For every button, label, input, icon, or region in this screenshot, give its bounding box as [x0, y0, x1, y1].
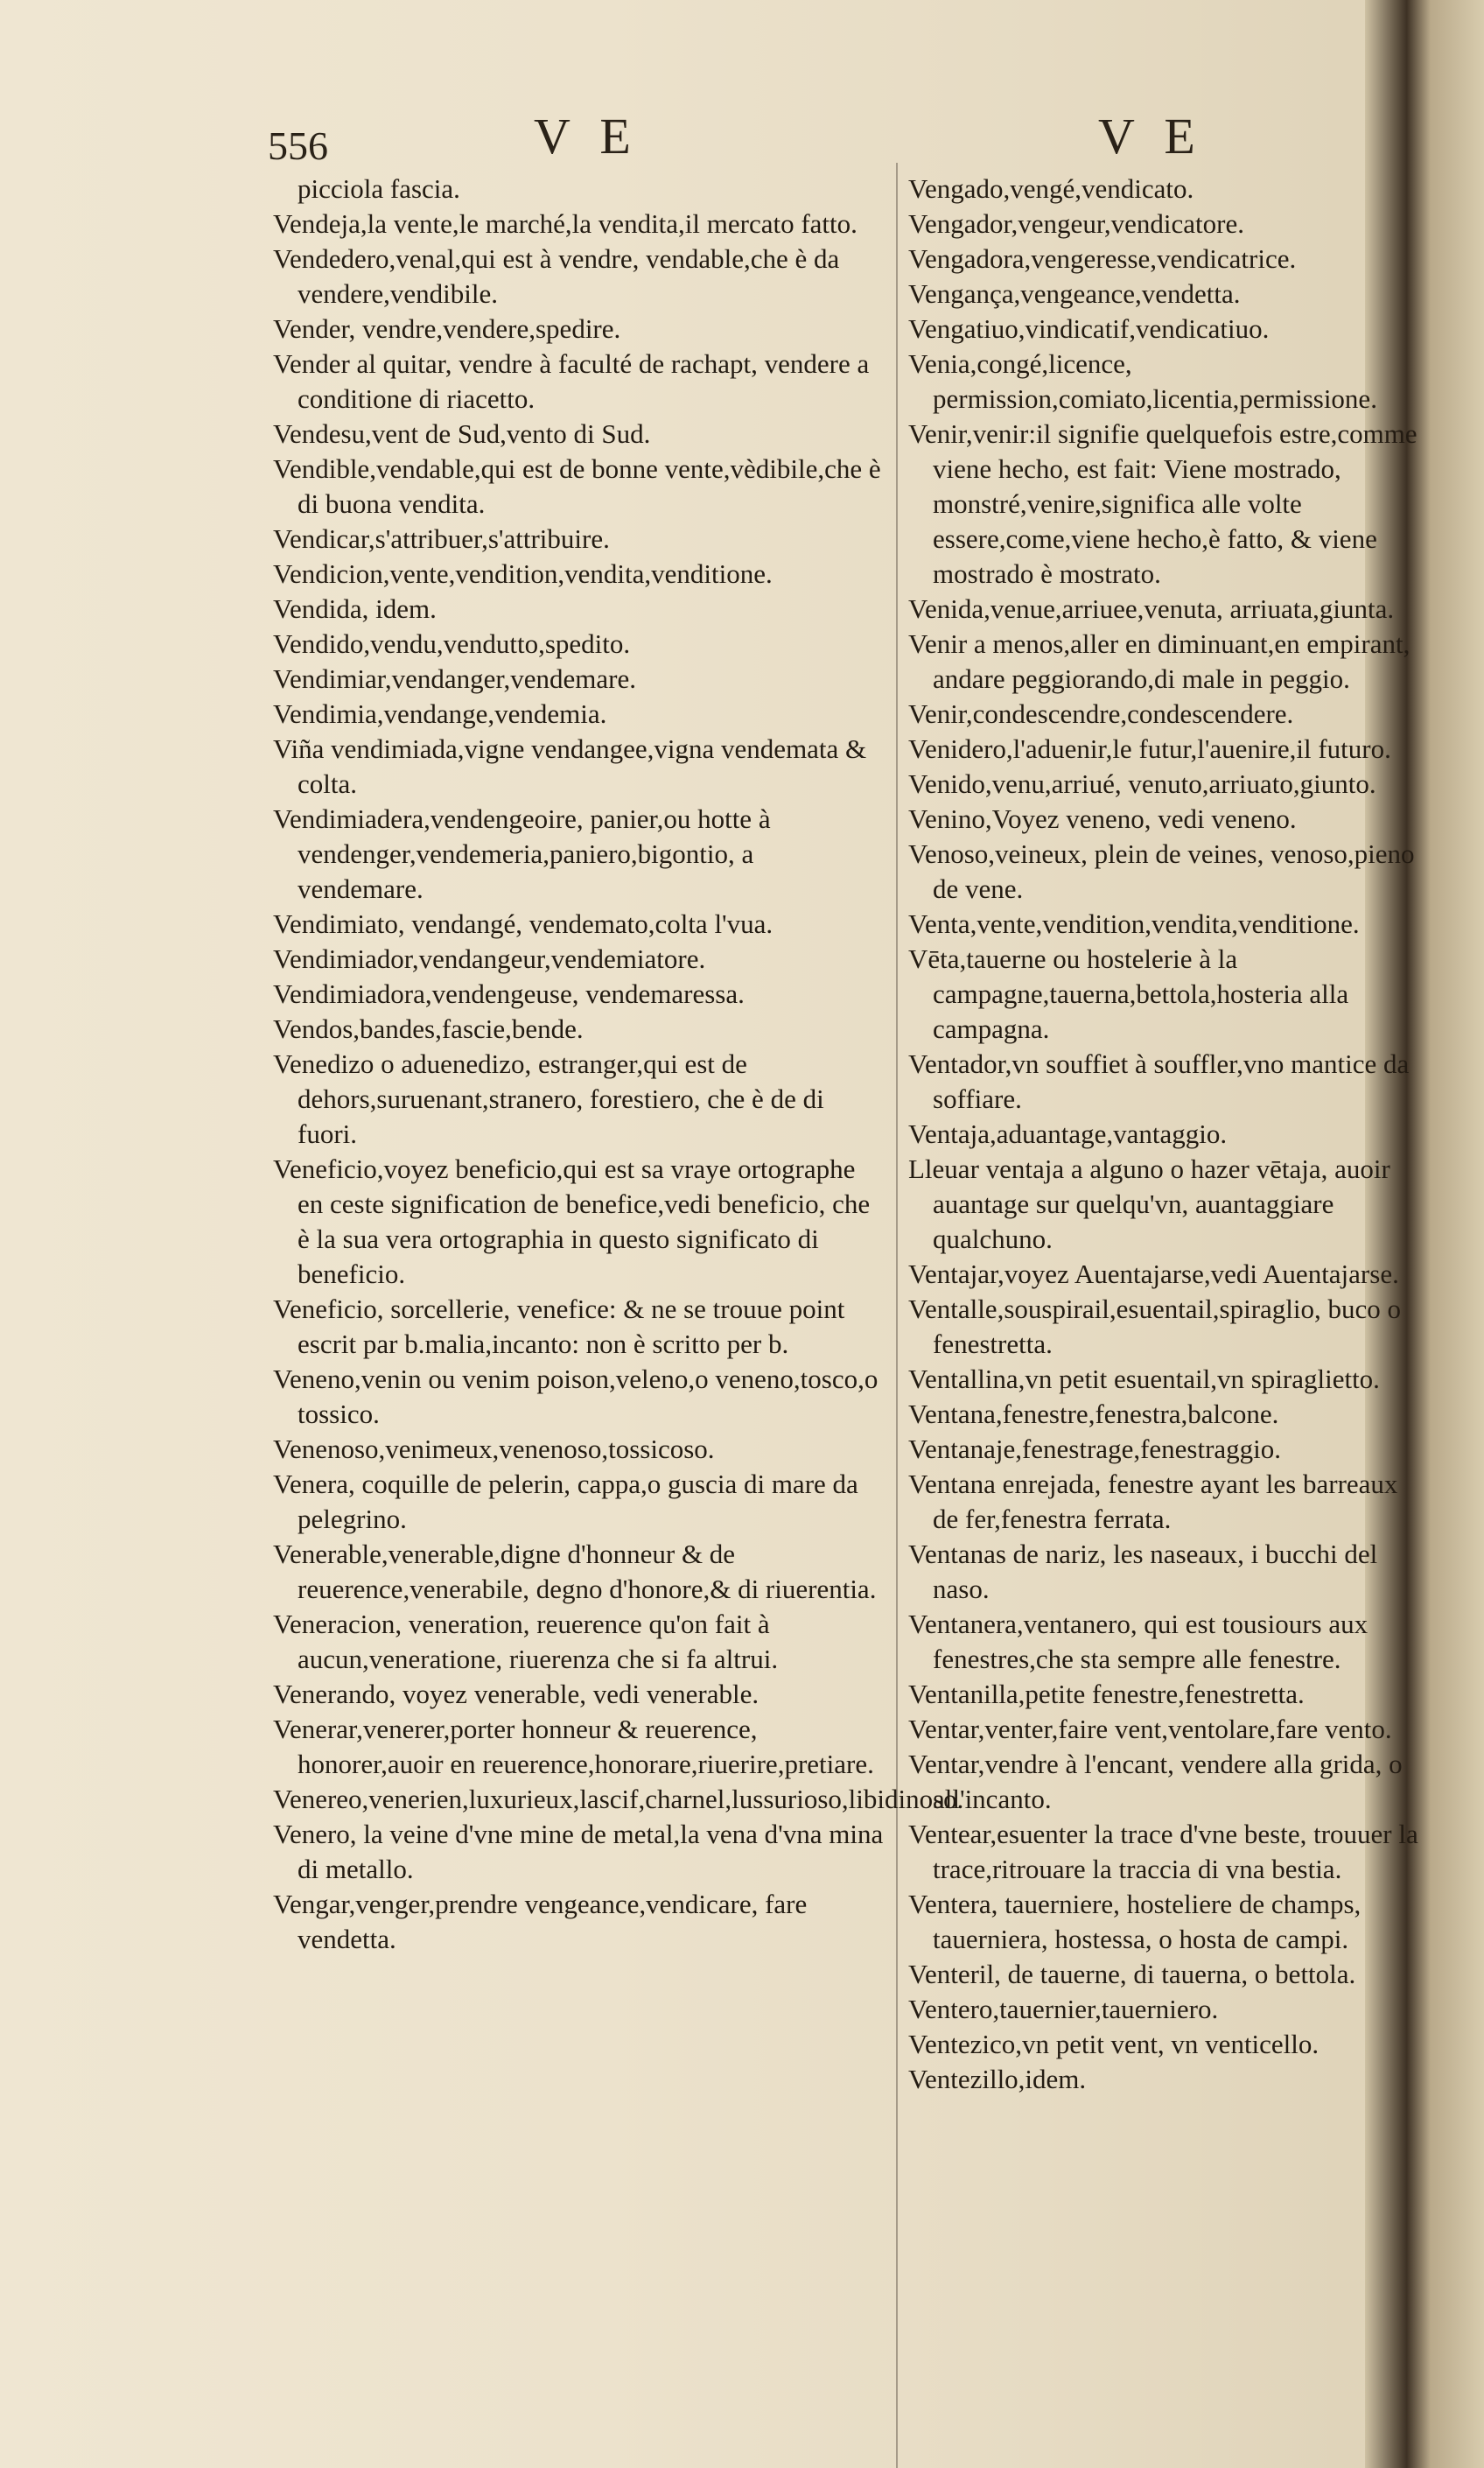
dictionary-entry: Venerable,venerable,digne d'honneur & de reuerence,venerabile, degno d'honore,& di riuerentia.	[273, 1539, 877, 1604]
dictionary-entry: Vender, vendre,vendere,spedire.	[273, 313, 621, 344]
dictionary-entry: Venerar,venerer,porter honneur & reuerence, honorer,auoir en reuerence,honorare,riuerire,pretiare.	[273, 1714, 874, 1779]
running-head-right: V E	[1098, 108, 1204, 165]
dictionary-entry: Vendos,bandes,fascie,bende.	[273, 1013, 584, 1044]
dictionary-entry: Ventanilla,petite fenestre,fenestretta.	[908, 1679, 1305, 1709]
dictionary-entry: Venteril, de tauerne, di tauerna, o bettola.	[908, 1959, 1356, 1989]
dictionary-entry: Ventezico,vn petit vent, vn venticello.	[908, 2029, 1320, 2059]
dictionary-entry: Ventanas de nariz, les naseaux, i bucchi del naso.	[908, 1539, 1378, 1604]
dictionary-entry: Lleuar ventaja a alguno o hazer vētaja, auoir auantage sur quelqu'vn, auantaggiare qualchuno.	[908, 1153, 1390, 1254]
dictionary-entry: Vengador,vengeur,vendicatore.	[908, 208, 1244, 239]
dictionary-entry: Vengar,venger,prendre vengeance,vendicare, fare vendetta.	[273, 1889, 808, 1954]
dictionary-entry: Venia,congé,licence, permission,comiato,licentia,permissione.	[908, 348, 1377, 414]
dictionary-entry: Ventero,tauernier,tauerniero.	[908, 1994, 1219, 2024]
dictionary-entry: Venir a menos,aller en diminuant,en empirant, andare peggiorando,di male in peggio.	[908, 628, 1410, 694]
dictionary-entry: Vendimiadora,vendengeuse, vendemaressa.	[273, 978, 745, 1009]
dictionary-entry: Ventalle,souspirail,esuentail,spiraglio, buco o fenestretta.	[908, 1294, 1402, 1359]
dictionary-entry: Venero, la veine d'vne mine de metal,la vena d'vna mina di metallo.	[273, 1819, 884, 1884]
dictionary-entry: Venerando, voyez venerable, vedi venerable.	[273, 1679, 760, 1709]
dictionary-entry: Vender al quitar, vendre à faculté de rachapt, vendere a conditione di riacetto.	[273, 348, 870, 414]
dictionary-entry: Ventana enrejada, fenestre ayant les barreaux de fer,fenestra ferrata.	[908, 1469, 1398, 1534]
dictionary-entry: Ventaja,aduantage,vantaggio.	[908, 1118, 1228, 1149]
dictionary-entry: Venida,venue,arriuee,venuta, arriuata,giunta.	[908, 593, 1395, 624]
dictionary-entry: Ventanaje,fenestrage,fenestraggio.	[908, 1434, 1282, 1464]
dictionary-entry: Vendicar,s'attribuer,s'attribuire.	[273, 523, 610, 554]
dictionary-entry: Ventana,fenestre,fenestra,balcone.	[908, 1399, 1279, 1429]
running-head-left: V E	[534, 108, 640, 165]
dictionary-entry: Vendido,vendu,vendutto,spedito.	[273, 628, 631, 659]
dictionary-entry: Vengadora,vengeresse,vendicatrice.	[908, 243, 1297, 274]
dictionary-entry: Vendicion,vente,vendition,vendita,venditione.	[273, 558, 773, 589]
dictionary-entry: Venino,Voyez veneno, vedi veneno.	[908, 803, 1297, 834]
dictionary-entry: Veneno,venin ou venim poison,veleno,o veneno,tosco,o tossico.	[273, 1364, 878, 1429]
dictionary-entry: Ventar,venter,faire vent,ventolare,fare vento.	[908, 1714, 1392, 1744]
dictionary-entry: Venoso,veineux, plein de veines, venoso,pieno de vene.	[908, 838, 1415, 904]
dictionary-entry: Vendedero,venal,qui est à vendre, vendable,che è da vendere,vendibile.	[273, 243, 840, 309]
dictionary-entry: Vendible,vendable,qui est de bonne vente,vèdibile,che è di buona vendita.	[273, 453, 881, 519]
dictionary-entry: Venidero,l'aduenir,le futur,l'auenire,il futuro.	[908, 733, 1391, 764]
dictionary-entry: Vendimiadera,vendengeoire, panier,ou hotte à vendenger,vendemeria,paniero,bigontio, a vendemare.	[273, 803, 771, 904]
page-number: 556	[268, 123, 328, 168]
dictionary-entry: Venenoso,venimeux,venenoso,tossicoso.	[273, 1434, 715, 1464]
dictionary-entry: Vendimiador,vendangeur,vendemiatore.	[273, 943, 706, 974]
dictionary-entry: Vendimiato, vendangé, vendemato,colta l'vua.	[273, 908, 774, 939]
dictionary-entry: Ventallina,vn petit esuentail,vn spiraglietto.	[908, 1364, 1380, 1394]
dictionary-entry: Venir,condescendre,condescendere.	[908, 698, 1294, 729]
dictionary-entry: Vēta,tauerne ou hostelerie à la campagne,tauerna,bettola,hosteria alla campagna.	[908, 943, 1349, 1044]
dictionary-entry: Venera, coquille de pelerin, cappa,o guscia di mare da pelegrino.	[273, 1469, 858, 1534]
dictionary-entry: Venir,venir:il signifie quelquefois estre,comme viene hecho, est fait: Viene mostrado, monstré,venire,significa alle volte essere,come,viene hecho,è fatto, & viene mostrado è mostrato.	[908, 418, 1418, 589]
dictionary-entry: Veneficio,voyez beneficio,qui est sa vraye ortographe en ceste signification de benefice,vedi beneficio, che è la sua vera ortographia in questo significato di beneficio.	[273, 1153, 871, 1289]
column-divider	[896, 163, 898, 2468]
dictionary-entry: Venedizo o aduenedizo, estranger,qui est de dehors,suruenant,stranero, forestiero, che è de di fuori.	[273, 1048, 824, 1149]
dictionary-entry: Vendimia,vendange,vendemia.	[273, 698, 607, 729]
dictionary-entry: Venido,venu,arriué, venuto,arriuato,giunto.	[908, 768, 1376, 799]
dictionary-entry: Ventador,vn souffiet à souffler,vno mantice da soffiare.	[908, 1048, 1410, 1114]
right-column	[908, 172, 1430, 2097]
dictionary-entry: Venta,vente,vendition,vendita,venditione.	[908, 908, 1360, 939]
dictionary-entry: Ventanera,ventanero, qui est tousiours aux fenestres,che sta sempre alle fenestre.	[908, 1609, 1368, 1674]
dictionary-entry: Vendida, idem.	[273, 593, 437, 624]
dictionary-entry: Viña vendimiada,vigne vendangee,vigna vendemata & colta.	[273, 733, 867, 799]
dictionary-entry: Vengança,vengeance,vendetta.	[908, 278, 1241, 309]
left-column	[273, 172, 964, 1957]
dictionary-entry: Ventezillo,idem.	[908, 2064, 1087, 2094]
dictionary-entry: Veneficio, sorcellerie, venefice: & ne se trouue point escrit par b.malia,incanto: non è scritto per b.	[273, 1294, 845, 1359]
dictionary-entry: Vendimiar,vendanger,vendemare.	[273, 663, 636, 694]
dictionary-entry: Vendesu,vent de Sud,vento di Sud.	[273, 418, 651, 449]
dictionary-entry: Vengado,vengé,vendicato.	[908, 173, 1194, 204]
dictionary-entry: picciola fascia.	[298, 173, 460, 204]
dictionary-entry: Ventera, tauerniere, hosteliere de champs, tauerniera, hostessa, o hosta de campi.	[908, 1889, 1362, 1954]
dictionary-entry: Veneracion, veneration, reuerence qu'on fait à aucun,veneratione, riuerenza che si fa altrui.	[273, 1609, 779, 1674]
dictionary-entry: Ventajar,voyez Auentajarse,vedi Auentajarse.	[908, 1259, 1399, 1289]
dictionary-entry: Vendeja,la vente,le marché,la vendita,il mercato fatto.	[273, 208, 858, 239]
dictionary-entry: Vengatiuo,vindicatif,vendicatiuo.	[908, 313, 1270, 344]
dictionary-entry: Ventar,vendre à l'encant, vendere alla grida, o all'incanto.	[908, 1749, 1403, 1814]
dictionary-entry: Ventear,esuenter la trace d'vne beste, trouuer la trace,ritrouare la traccia di vna bestia.	[908, 1819, 1418, 1884]
dictionary-entry: Venereo,venerien,luxurieux,lascif,charnel,lussurioso,libidinoso.	[273, 1784, 964, 1814]
